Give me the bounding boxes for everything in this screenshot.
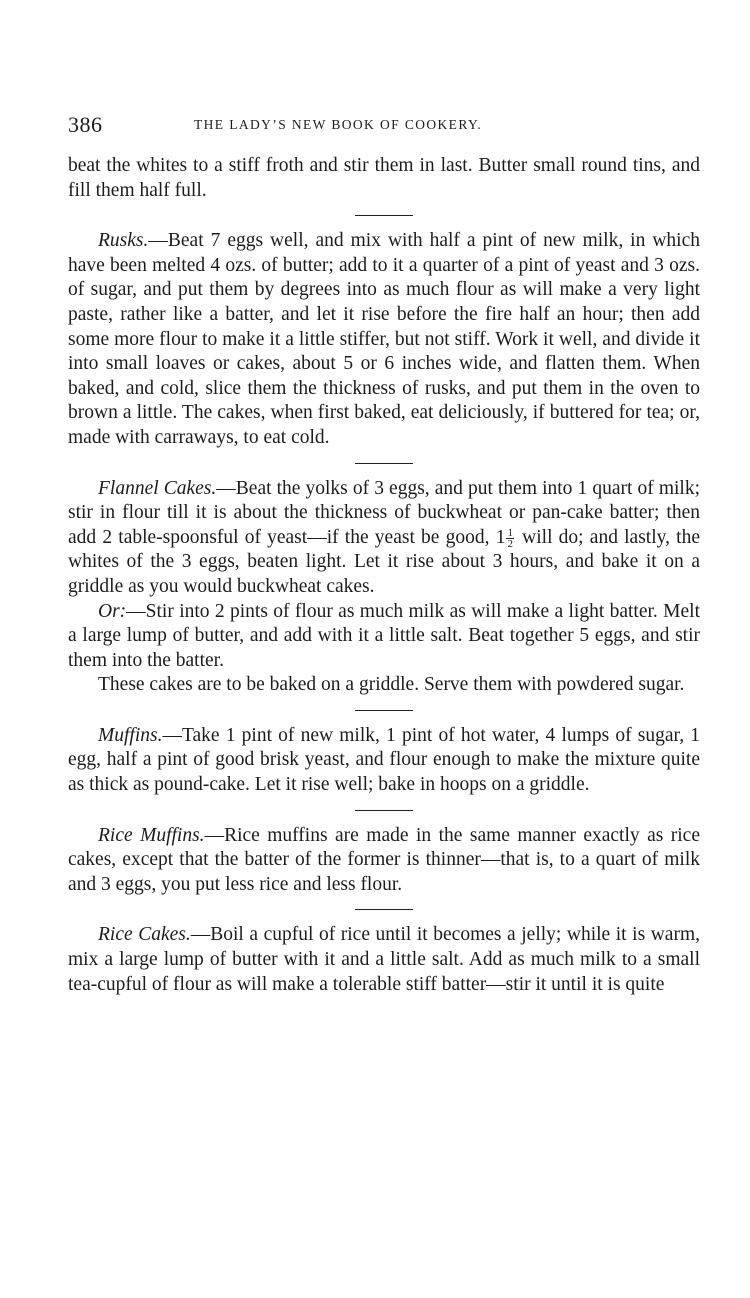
recipe-rusks (68, 229, 700, 450)
recipe-muffins (68, 724, 700, 798)
recipe-text: —Stir into 2 pints of flour as much milk as will make a light batter. Melt a large lump of butter, and add with it a little salt. Beat together 5 eggs, and stir them into the batter. (68, 600, 700, 671)
page-header (68, 112, 700, 140)
fraction (506, 528, 514, 549)
paragraph-text: These cakes are to be baked on a griddle. Serve them with powdered sugar. (98, 674, 685, 696)
fraction-denominator: 2 (507, 537, 513, 550)
recipe-text: —Beat 7 eggs well, and mix with half a pint of new milk, in which have been melted 4 ozs. of butter; add to it a quarter of a pint of yeast and 3 ozs. of sugar, and put them by degrees into as much flour as will make a very light paste, rather like a batter, and let it rise before the fire half an hour; then add some more flour to make it a little stiffer, but not stiff. Work it well, and divide it into small loaves or cakes, about 5 or 6 inches wide, and flatten them. When baked, and cold, slice them the thickness of rusks, and put them in the oven to brown a little. The cakes, when first baked, eat deliciously, if buttered for tea; or, made with carraways, to eat cold. (68, 230, 700, 448)
section-divider (355, 909, 413, 910)
recipe-title: Flannel Cakes. (98, 477, 217, 499)
recipe-text: —Boil a cupful of rice until it becomes a jelly; while it is warm, mix a large lump of butter with it and a little salt. Add as much milk to a small tea-cupful of flour as will make a tolerable stiff batter—stir it until it is quite (68, 924, 700, 995)
section-divider (355, 215, 413, 216)
continued-paragraph (68, 154, 700, 203)
page-number: 386 (68, 112, 103, 137)
recipe-text: —Take 1 pint of new milk, 1 pint of hot water, 4 lumps of sugar, 1 egg, half a pint of good brisk yeast, and flour enough to make the mixture quite as thick as pound-cake. Let it rise well; bake in hoops on a griddle. (68, 724, 700, 796)
section-divider (355, 810, 413, 811)
recipe-flannel-cakes-alternative (68, 600, 700, 674)
recipe-title: Rice Cakes. (98, 924, 191, 946)
recipe-rice-muffins (68, 824, 700, 898)
fraction-numerator: 1 (507, 526, 513, 539)
recipe-title: Rice Muffins. (98, 824, 205, 846)
recipe-title: Or: (98, 600, 127, 622)
paragraph-text: beat the whites to a stiff froth and stir them in last. Butter small round tins, and fill them half full. (68, 155, 700, 201)
recipe-flannel-cakes (68, 477, 700, 600)
recipe-text: —Beat the yolks of 3 eggs, and put them into 1 quart of milk; stir in flour till it is about the thickness of buckwheat or pan-cake batter; then add 2 table-spoonsful of yeast—if the yeast be good, 1 (68, 477, 700, 548)
serving-note (68, 673, 700, 698)
running-title: THE LADY’S NEW BOOK OF COOKERY. (194, 117, 483, 132)
recipe-text-continued: will do; and lastly, the whites of the 3 eggs, beaten light. Let it rise about 3 hours, and bake it on a griddle as you would buckwheat cakes. (68, 526, 700, 597)
recipe-title: Rusks. (98, 230, 149, 252)
section-divider (355, 710, 413, 711)
page-body (68, 154, 700, 997)
section-divider (355, 463, 413, 464)
recipe-rice-cakes (68, 923, 700, 997)
recipe-text: —Rice muffins are made in the same manner exactly as rice cakes, except that the batter of the former is thinner—that is, to a quart of milk and 3 eggs, you put less rice and less flour. (68, 824, 700, 895)
recipe-title: Muffins. (98, 724, 163, 746)
